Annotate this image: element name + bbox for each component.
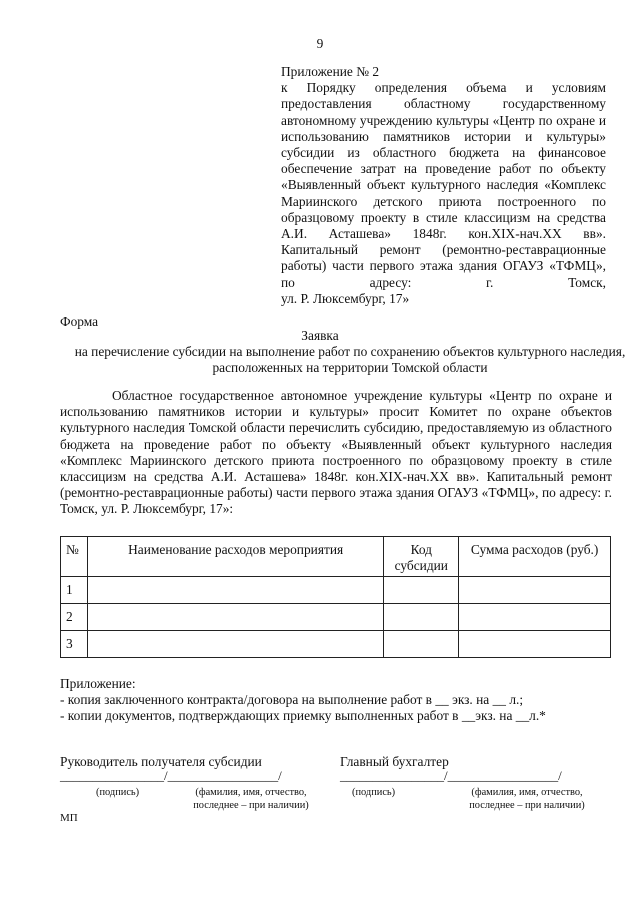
row-sum-cell [459,604,611,631]
accountant-signature-title: Главный бухгалтер [340,754,449,769]
table-header-row [61,537,611,577]
document-subtitle: на перечисление субсидии на выполнение работ по сохранению объектов культурного наследия, расположенных на территории Томской области [74,344,626,376]
row-name-cell [87,604,383,631]
attachment-item-contract: - копия заключенного контракта/договора на выполнение работ в __ экз. на __ л.; [60,692,524,708]
row-number: 2 [61,604,88,631]
appendix-block [281,64,606,307]
table-row [61,604,611,631]
appendix-body: к Порядку определения объема и условиям предоставления областному государственному автономному учреждению культуры «Центр по охране и использованию памятников истории и культуры» субсидии из областного бюджета на финансовое обеспечение затрат на проведение работ по объекту «Выявленный объект культурного наследия «Комплекс Мариинского детского приюта построенного по образцовому проекту в стиле классицизм на средства А.И. Асташева» 1848г. кон.XIX-нач.XX вв». Капитальный ремонт (ремонтно-реставрационные работы) части первого этажа здания ОГАУЗ «ТФМЦ», по адресу: г. Томск, [281,80,606,290]
stamp-place-label: МП [60,812,78,824]
director-signature-line: ________________/_________________/ [60,768,282,783]
expenses-table [60,536,611,658]
document-title: Заявка [301,328,339,343]
appendix-title: Приложение № 2 [281,64,380,79]
request-paragraph: Областное государственное автономное учреждение культуры «Центр по охране и использованию памятников истории и культуры» просит Комитет по охране объектов культурного наследия Томской области перечислить субсидию, предоставляемую из областного бюджета на проведение работ по объекту «Выявленный объект культурного наследия «Комплекс Мариинского детского приюта построенного по образцовому проекту в стиле классицизм на средства А.И. Асташева» 1848г. кон.XIX-нач.XX вв». Капитальный ремонт (ремонтно-реставрационные работы) части первого этажа здания ОГАУЗ «ТФМЦ», по адресу: г. Томск, ул. Р. Люксембург, 17»: [60,388,612,517]
column-header-name: Наименование расходов мероприятия [87,537,383,577]
row-code-cell [384,631,459,658]
page-number: 9 [316,36,324,51]
table-row [61,577,611,604]
row-sum-cell [459,631,611,658]
accountant-signature-line: ________________/_________________/ [340,768,562,783]
row-sum-cell [459,577,611,604]
attachments-block [60,676,620,725]
attachment-item-acceptance: - копии документов, подтверждающих приемку выполненных работ в __экз. на __л.* [60,708,546,724]
table-row [61,631,611,658]
form-label: Форма [60,314,99,329]
director-signature-title: Руководитель получателя субсидии [60,754,262,769]
appendix-last-line: ул. Р. Люксембург, 17» [281,290,410,306]
row-code-cell [384,604,459,631]
column-header-number: № [61,537,88,577]
column-header-sum: Сумма расходов (руб.) [459,537,611,577]
row-code-cell [384,577,459,604]
row-name-cell [87,577,383,604]
row-number: 3 [61,631,88,658]
row-name-cell [87,631,383,658]
accountant-sign-caption: (подпись) [352,787,396,798]
director-name-caption: (фамилия, имя, отчество, последнее – при наличии) [193,787,309,811]
column-header-code: Код субсидии [384,537,459,577]
director-sign-caption: (подпись) [96,787,140,798]
attachments-title: Приложение: [60,676,136,691]
row-number: 1 [61,577,88,604]
accountant-name-caption: (фамилия, имя, отчество, последнее – при наличии) [469,787,585,811]
